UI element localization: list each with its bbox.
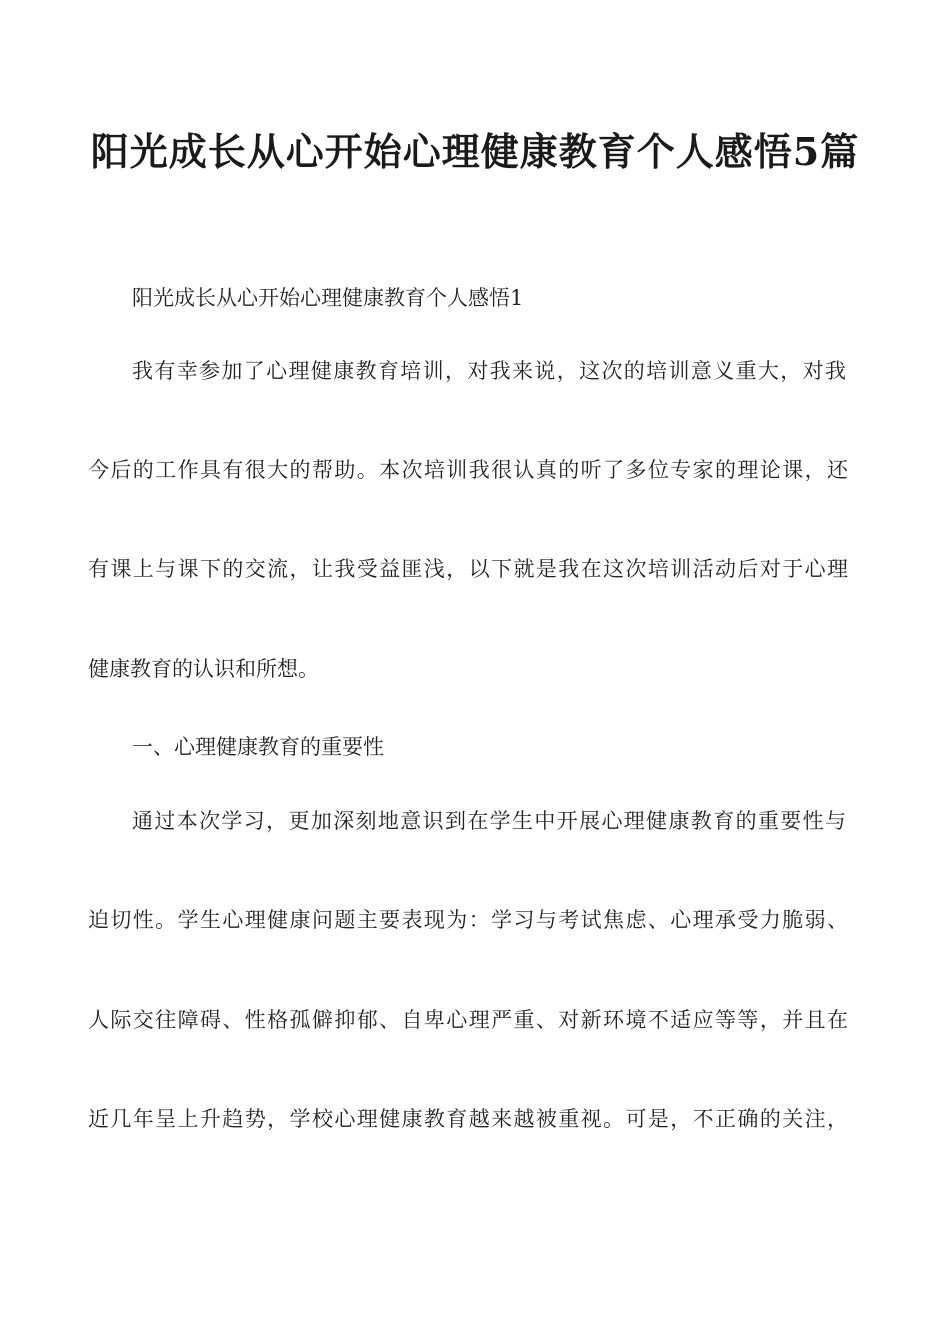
paragraph-line: 迫切性。学生心理健康问题主要表现为：学习与考试焦虑、心理承受力脆弱、	[88, 908, 848, 932]
paragraph-line: 健康教育的认识和所想。	[88, 657, 319, 681]
paragraph-line: 近几年呈上升趋势，学校心理健康教育越来越被重视。可是，不正确的关注，	[88, 1107, 848, 1131]
paragraph-line: 今后的工作具有很大的帮助。本次培训我很认真的听了多位专家的理论课，还	[88, 458, 848, 482]
paragraph-line: 通过本次学习，更加深刻地意识到在学生中开展心理健康教育的重要性与	[132, 809, 846, 833]
section-heading: 阳光成长从心开始心理健康教育个人感悟1	[132, 286, 524, 310]
paragraph-line: 人际交往障碍、性格孤僻抑郁、自卑心理严重、对新环境不适应等等，并且在	[88, 1008, 848, 1032]
paragraph-line: 我有幸参加了心理健康教育培训，对我来说，这次的培训意义重大，对我	[132, 359, 846, 383]
paragraph-line: 有课上与课下的交流，让我受益匪浅，以下就是我在这次培训活动后对于心理	[88, 557, 848, 581]
document-title: 阳光成长从心开始心理健康教育个人感悟5篇	[90, 129, 860, 174]
subheading: 一、心理健康教育的重要性	[132, 735, 384, 759]
